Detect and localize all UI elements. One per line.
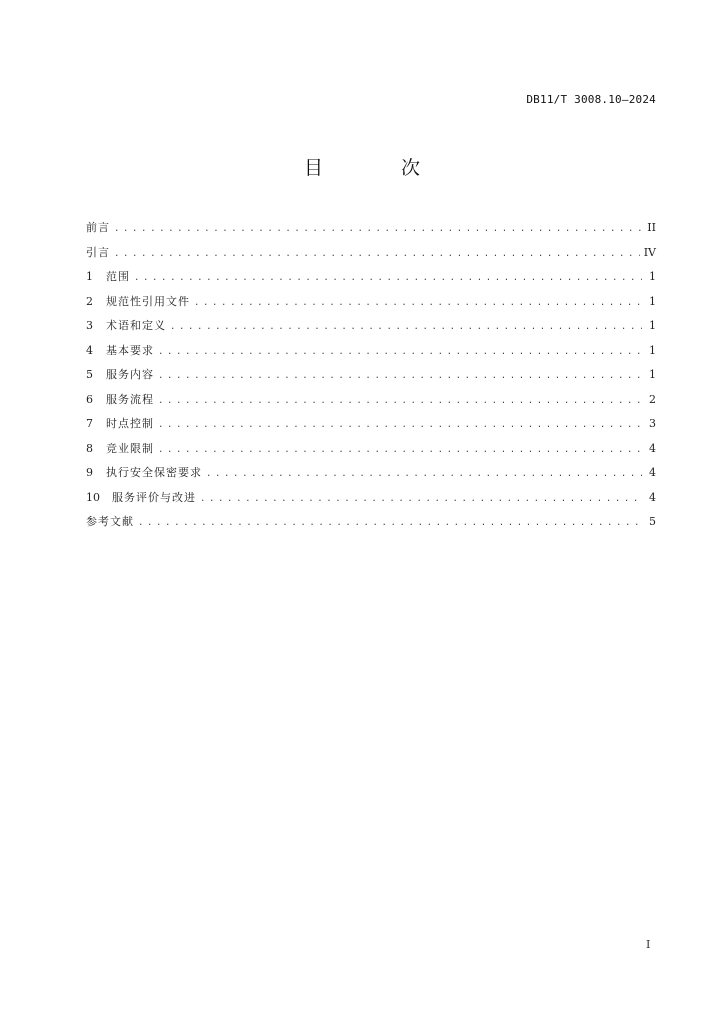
toc-entry-number: 5	[86, 368, 93, 381]
table-of-contents	[86, 216, 656, 535]
toc-entry-number: 6	[86, 392, 93, 406]
toc-entry-label: 服务流程	[106, 392, 154, 406]
toc-entry-label: 服务内容	[106, 368, 154, 381]
toc-entry-label: 前言	[86, 221, 110, 234]
toc-entry-scope[interactable]	[86, 265, 656, 290]
toc-entry-label: 术语和定义	[106, 319, 166, 332]
toc-entry-number: 7	[86, 417, 93, 430]
dot-leader	[158, 389, 642, 414]
toc-entry-label: 参考文献	[86, 515, 134, 528]
toc-entry-page: IV	[643, 245, 656, 259]
toc-entry-page: 2	[649, 392, 656, 406]
dot-leader	[170, 315, 642, 340]
toc-entry-bibliography[interactable]	[86, 510, 656, 535]
toc-entry-label: 时点控制	[106, 417, 154, 430]
toc-entry-page: 1	[649, 343, 656, 357]
toc-entry-security-confidentiality[interactable]	[86, 461, 656, 486]
toc-entry-label: 服务评价与改进	[112, 490, 196, 504]
dot-leader	[158, 438, 642, 463]
toc-entry-normative-references[interactable]	[86, 290, 656, 315]
toc-entry-page: 5	[649, 515, 656, 528]
dot-leader	[114, 217, 642, 242]
toc-entry-page: 1	[649, 319, 656, 332]
dot-leader	[138, 511, 642, 536]
toc-entry-preface[interactable]	[86, 216, 656, 241]
toc-entry-number: 1	[86, 270, 93, 283]
toc-entry-label: 规范性引用文件	[106, 294, 190, 308]
toc-entry-label: 竞业限制	[106, 441, 154, 455]
dot-leader	[114, 242, 640, 267]
toc-entry-introduction[interactable]	[86, 241, 656, 266]
page-number: I	[646, 938, 651, 951]
dot-leader	[206, 462, 642, 487]
dot-leader	[200, 487, 642, 512]
toc-entry-non-compete[interactable]	[86, 437, 656, 462]
toc-entry-page: 4	[649, 466, 656, 479]
toc-entry-page: 4	[649, 490, 656, 504]
toc-entry-terms-definitions[interactable]	[86, 314, 656, 339]
toc-entry-label: 引言	[86, 245, 110, 259]
toc-entry-number: 8	[86, 441, 93, 455]
toc-entry-page: 4	[649, 441, 656, 455]
toc-entry-service-process[interactable]	[86, 388, 656, 413]
toc-entry-number: 9	[86, 466, 93, 479]
toc-entry-label: 范围	[106, 270, 130, 283]
toc-entry-label: 执行安全保密要求	[106, 466, 202, 479]
toc-entry-number: 10	[86, 490, 100, 504]
toc-entry-page: 1	[649, 368, 656, 381]
toc-entry-basic-requirements[interactable]	[86, 339, 656, 364]
toc-entry-time-control[interactable]	[86, 412, 656, 437]
dot-leader	[158, 340, 642, 365]
toc-entry-number: 2	[86, 294, 93, 308]
toc-entry-page: 1	[649, 294, 656, 308]
toc-entry-service-content[interactable]	[86, 363, 656, 388]
toc-entry-evaluation-improvement[interactable]	[86, 486, 656, 511]
toc-entry-page: 1	[649, 270, 656, 283]
page-title: 目 次	[303, 157, 457, 179]
toc-entry-page: 3	[649, 417, 656, 430]
document-code: DB11/T 3008.10—2024	[526, 93, 656, 106]
toc-entry-number: 4	[86, 343, 93, 357]
dot-leader	[158, 364, 642, 389]
dot-leader	[194, 291, 642, 316]
toc-entry-number: 3	[86, 319, 93, 332]
dot-leader	[158, 413, 642, 438]
toc-entry-label: 基本要求	[106, 343, 154, 357]
toc-entry-page: II	[647, 221, 656, 234]
dot-leader	[134, 266, 642, 291]
